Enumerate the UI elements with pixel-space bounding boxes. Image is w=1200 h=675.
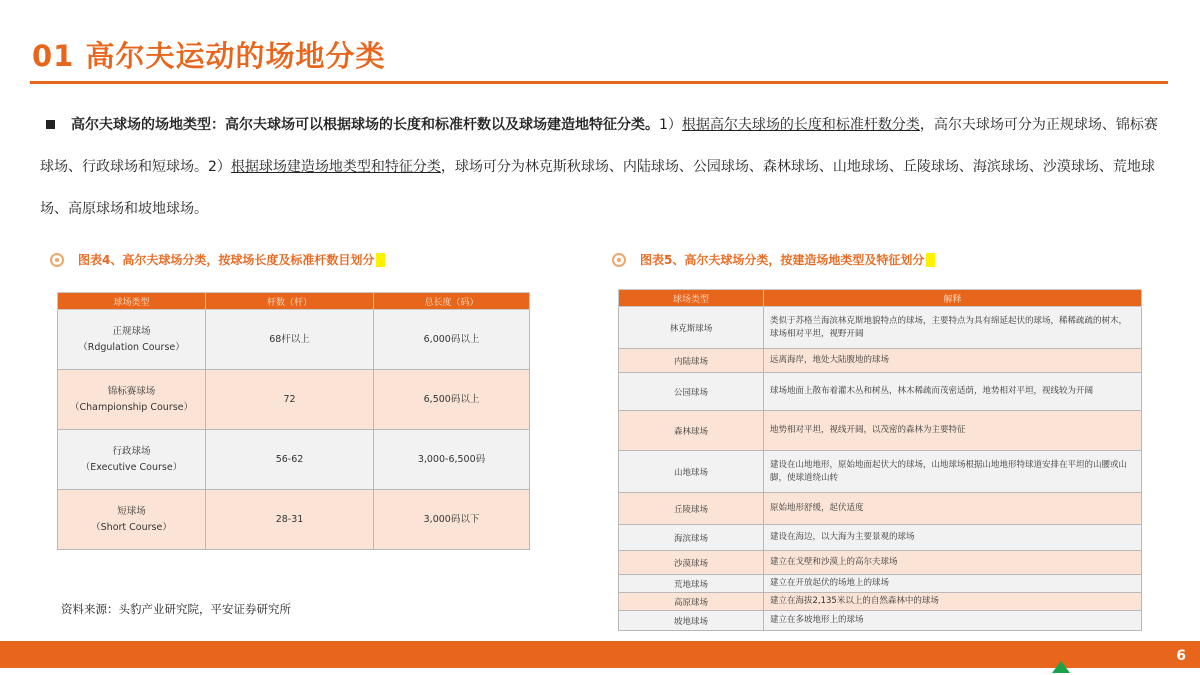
description-cell: 建立在多坡地形上的球场 [764, 611, 1142, 631]
page-title: 01 高尔夫运动的场地分类 [32, 39, 386, 73]
course-type-cell [58, 430, 206, 490]
table-row [619, 525, 1142, 551]
description-cell: 地势相对平坦，视线开阔，以茂密的森林为主要特征 [764, 411, 1142, 451]
description-cell: 建设在山地地形，原始地面起伏大的球场，山地球场根据山地地形特球道安排在平坦的山腰或山脚，使球道绕山转 [764, 451, 1142, 493]
table-row [58, 370, 530, 430]
table-row [619, 575, 1142, 593]
course-type-cell: 坡地球场 [619, 611, 764, 631]
description-cell: 远离海岸，地处大陆腹地的球场 [764, 349, 1142, 373]
course-type-cell: 丘陵球场 [619, 493, 764, 525]
description-cell: 球场地面上散布着灌木丛和树丛，林木稀疏而茂密适荫，地势相对平坦，视线较为开阔 [764, 373, 1142, 411]
table-row [619, 551, 1142, 575]
figure5-table [618, 289, 1142, 631]
intro-lead: 高尔夫球场的场地类型：高尔夫球场可以根据球场的长度和标准杆数以及球场建造地特征分类。 [71, 117, 659, 133]
description-cell: 建立在海拔2,135米以上的自然森林中的球场 [764, 593, 1142, 611]
course-type-cell [58, 310, 206, 370]
target-icon [50, 253, 64, 267]
course-type-cell: 沙漠球场 [619, 551, 764, 575]
course-type-en: （Championship Course） [69, 401, 194, 413]
course-type-cell [58, 370, 206, 430]
course-type-cell [58, 490, 206, 550]
footer-bar [0, 641, 1200, 668]
description-cell: 建设在海边，以大海为主要景观的球场 [764, 525, 1142, 551]
target-icon [612, 253, 626, 267]
company-logo-icon [1052, 661, 1070, 673]
course-type-cell: 内陆球场 [619, 349, 764, 373]
intro-p1-rest: ，高尔夫球场可分为正规球场、锦标赛球场、行政球场和短球场。 [40, 117, 1158, 175]
bullet-icon [46, 120, 55, 129]
intro-p1-underlined: 根据高尔夫球场的长度和标准杆数分类 [681, 117, 920, 133]
table-header-row [58, 293, 530, 310]
table-row [58, 310, 530, 370]
table-row [619, 373, 1142, 411]
course-type-cell: 林克斯球场 [619, 307, 764, 349]
table-header-cell: 解释 [764, 290, 1142, 307]
highlight-mark [376, 253, 385, 267]
course-type: 锦标赛球场 [107, 385, 156, 397]
par-cell: 72 [206, 370, 374, 430]
table-header-row [619, 290, 1142, 307]
table-row [619, 611, 1142, 631]
intro-p2-num: 2） [208, 159, 231, 175]
figure4-title [50, 251, 385, 268]
intro-paragraph [40, 104, 1160, 230]
course-type-cell: 高原球场 [619, 593, 764, 611]
figure5-title-text: 图表5、高尔夫球场分类，按建造场地类型及特征划分 [640, 253, 925, 267]
intro-p2-underlined: 根据球场建造场地类型和特征分类 [230, 159, 441, 175]
table-row [619, 411, 1142, 451]
course-type-en: （Executive Course） [80, 461, 183, 473]
description-cell: 建立在戈壁和沙漠上的高尔夫球场 [764, 551, 1142, 575]
course-type-cell: 山地球场 [619, 451, 764, 493]
course-type-en: （Rdgulation Course） [78, 341, 185, 353]
course-type: 正规球场 [112, 325, 151, 337]
description-cell: 类似于苏格兰海滨林克斯地貌特点的球场，主要特点为具有绵延起伏的球场，稀稀疏疏的树木，球场相对平坦，视野开阔 [764, 307, 1142, 349]
title-divider [30, 81, 1168, 84]
course-type: 短球场 [117, 505, 146, 517]
figure4-table [57, 292, 530, 550]
table-row [58, 490, 530, 550]
table-header-cell: 总长度（码） [374, 293, 530, 310]
description-cell: 建立在开放起伏的场地上的球场 [764, 575, 1142, 593]
table-row [619, 493, 1142, 525]
par-cell: 68杆以上 [206, 310, 374, 370]
table-header-cell: 杆数（杆） [206, 293, 374, 310]
table-row [58, 430, 530, 490]
course-type-cell: 公园球场 [619, 373, 764, 411]
table-header-cell: 球场类型 [58, 293, 206, 310]
par-cell: 56-62 [206, 430, 374, 490]
table-header-cell: 球场类型 [619, 290, 764, 307]
par-cell: 28-31 [206, 490, 374, 550]
length-cell: 6,000码以上 [374, 310, 530, 370]
figure4-title-text: 图表4、高尔夫球场分类，按球场长度及标准杆数目划分 [78, 253, 375, 267]
course-type-cell: 海滨球场 [619, 525, 764, 551]
table-row [619, 451, 1142, 493]
course-type-en: （Short Course） [91, 521, 172, 533]
course-type: 行政球场 [112, 445, 151, 457]
intro-p2-rest: ，球场可分为林克斯秋球场、内陆球场、公园球场、森林球场、山地球场、丘陵球场、海滨球场、沙漠球场、荒地球场、高原球场和坡地球场。 [40, 159, 1155, 217]
table-row [619, 349, 1142, 373]
course-type-cell: 荒地球场 [619, 575, 764, 593]
page-number: 6 [1176, 648, 1186, 664]
length-cell: 3,000-6,500码 [374, 430, 530, 490]
length-cell: 3,000码以下 [374, 490, 530, 550]
intro-p1-num: 1） [659, 117, 682, 133]
table-row [619, 307, 1142, 349]
description-cell: 原始地形舒缓，起伏适度 [764, 493, 1142, 525]
figure5-title [612, 251, 935, 268]
table-row [619, 593, 1142, 611]
length-cell: 6,500码以上 [374, 370, 530, 430]
source-note: 资料来源：头豹产业研究院，平安证券研究所 [61, 602, 291, 616]
highlight-mark [926, 253, 935, 267]
course-type-cell: 森林球场 [619, 411, 764, 451]
